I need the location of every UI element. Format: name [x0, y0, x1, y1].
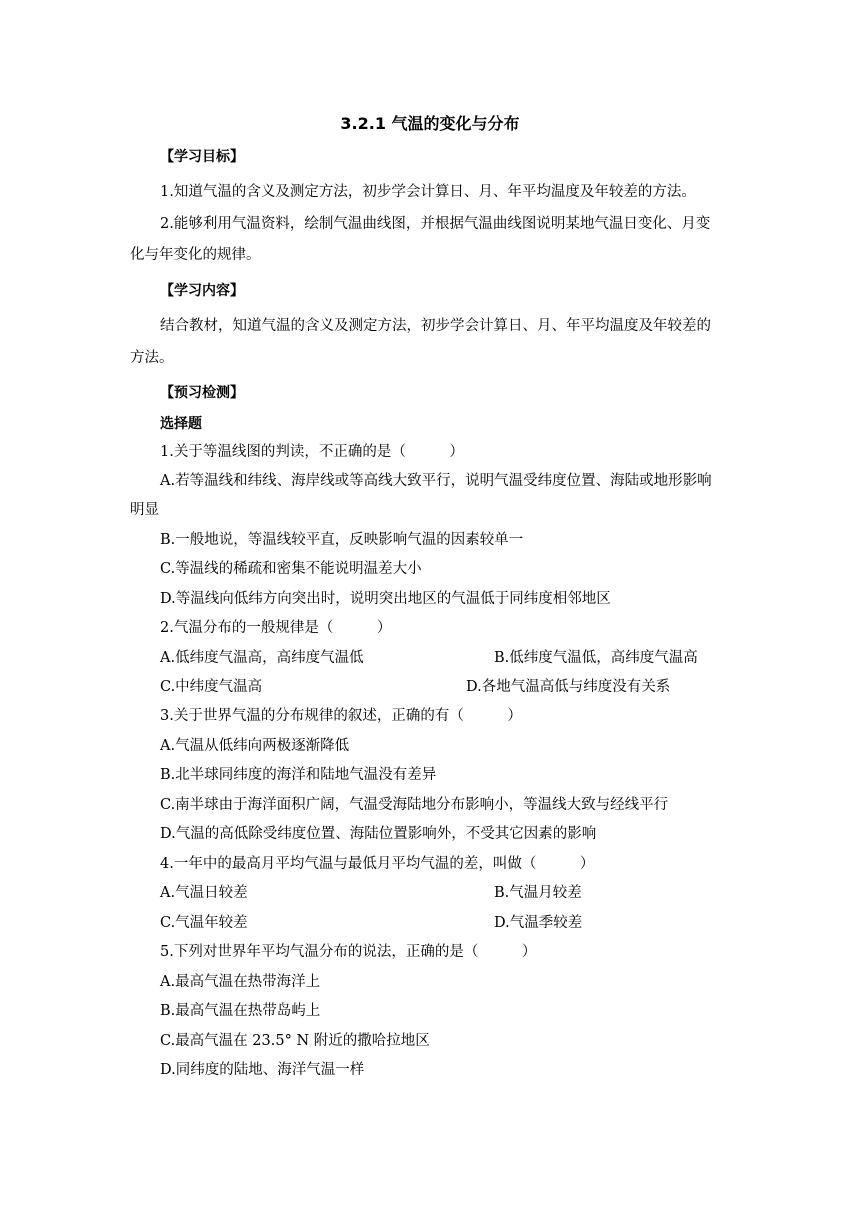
objectives-heading: 【学习目标】: [160, 149, 244, 165]
question-2-option-c: C.中纬度气温高: [160, 679, 263, 695]
question-3-option-b: B.北半球同纬度的海洋和陆地气温没有差异: [160, 767, 437, 783]
question-4-option-d: D.气温季较差: [494, 915, 583, 931]
question-5-option-b: B.最高气温在热带岛屿上: [160, 1003, 321, 1019]
page-title: 3.2.1 气温的变化与分布: [340, 114, 520, 133]
question-5-option-d: D.同纬度的陆地、海洋气温一样: [160, 1062, 365, 1078]
question-2-option-b: B.低纬度气温低，高纬度气温高: [494, 650, 698, 666]
question-2-option-a: A.低纬度气温高，高纬度气温低: [160, 650, 364, 666]
content-heading: 【学习内容】: [160, 283, 244, 299]
question-5-option-a: A.最高气温在热带海洋上: [160, 974, 321, 990]
question-3-stem: 3.关于世界气温的分布规律的叙述，正确的有（ ）: [160, 708, 522, 724]
objective-2-line-2: 化与年变化的规律。: [130, 247, 261, 263]
preview-heading: 【预习检测】: [160, 385, 244, 401]
question-1-option-a-cont: 明显: [130, 502, 159, 518]
question-4-option-a: A.气温日较差: [160, 885, 248, 901]
objective-2-line-1: 2.能够利用气温资料，绘制气温曲线图，并根据气温曲线图说明某地气温日变化、月变: [160, 216, 711, 232]
question-5-stem: 5.下列对世界年平均气温分布的说法，正确的是（ ）: [160, 944, 537, 960]
question-1-option-b: B.一般地说，等温线较平直，反映影响气温的因素较单一: [160, 532, 524, 548]
question-1-option-d: D.等温线向低纬方向突出时，说明突出地区的气温低于同纬度相邻地区: [160, 591, 611, 607]
question-1-option-c: C.等温线的稀疏和密集不能说明温差大小: [160, 561, 422, 577]
objective-1: 1.知道气温的含义及测定方法，初步学会计算日、月、年平均温度及年较差的方法。: [160, 184, 696, 200]
choice-heading: 选择题: [160, 416, 202, 432]
question-3-option-a: A.气温从低纬向两极逐渐降低: [160, 738, 350, 754]
question-5-option-c: C.最高气温在 23.5° N 附近的撒哈拉地区: [160, 1033, 430, 1049]
content-line-2: 方法。: [130, 350, 174, 366]
question-1-stem: 1.关于等温线图的判读，不正确的是（ ）: [160, 444, 464, 460]
question-2-option-d: D.各地气温高低与纬度没有关系: [466, 679, 671, 695]
question-4-option-b: B.气温月较差: [494, 885, 582, 901]
question-1-option-a: A.若等温线和纬线、海岸线或等高线大致平行，说明气温受纬度位置、海陆或地形影响: [160, 473, 712, 489]
question-4-option-c: C.气温年较差: [160, 915, 248, 931]
question-4-stem: 4.一年中的最高月平均气温与最低月平均气温的差，叫做（ ）: [160, 856, 595, 872]
content-line-1: 结合教材，知道气温的含义及测定方法，初步学会计算日、月、年平均温度及年较差的: [160, 318, 711, 334]
question-2-stem: 2.气温分布的一般规律是（ ）: [160, 620, 392, 636]
question-3-option-c: C.南半球由于海洋面积广阔，气温受海陆地分布影响小，等温线大致与经线平行: [160, 797, 669, 813]
question-3-option-d: D.气温的高低除受纬度位置、海陆位置影响外，不受其它因素的影响: [160, 826, 597, 842]
